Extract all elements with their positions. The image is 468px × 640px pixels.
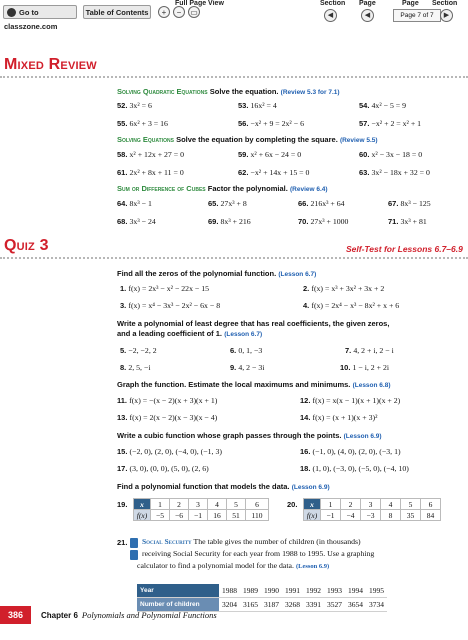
section-next-icon[interactable]: ▶ [440, 9, 453, 22]
exercise: 6. 0, 1, −3 [230, 346, 263, 355]
table-row [134, 499, 269, 510]
page-label-right: Page [402, 0, 419, 7]
lesson-ref: (Lesson 6.8) [352, 382, 391, 389]
table-cell: 1995 [366, 584, 387, 598]
globe-icon [7, 8, 16, 17]
exercise: 5. −2, −2, 2 [120, 346, 157, 355]
calculator-icon [130, 550, 138, 560]
table-cell: 2 [170, 499, 189, 510]
table-cell: 8 [381, 510, 401, 521]
instruction-row [117, 269, 316, 278]
exercise: 67. 8x³ − 125 [388, 199, 431, 208]
exercise: 64. 8x³ − 1 [117, 199, 152, 208]
exercise: 68. 3x³ − 24 [117, 217, 156, 226]
mixed-review-title: Mixed Review [4, 56, 97, 73]
instruction-row [117, 319, 389, 328]
instruction: Solve the equation by completing the square. [176, 135, 338, 144]
table-row [304, 510, 441, 521]
table-cell: 1993 [324, 584, 345, 598]
exercise: 4. f(x) = 2x⁴ − x³ − 8x² + x + 6 [303, 301, 400, 310]
table-cell: 5 [227, 499, 246, 510]
exercise: 1. f(x) = 2x³ − x² − 22x − 15 [120, 284, 210, 293]
table-cell: 3391 [303, 598, 324, 612]
instruction-row [117, 380, 391, 389]
function-table-20 [303, 498, 441, 521]
exercise: 17. (3, 0), (0, 0), (5, 0), (2, 6) [117, 464, 209, 473]
topic-label: Social Security [142, 537, 192, 546]
lesson-ref: (Lesson 6.9) [343, 433, 382, 440]
review-ref: (Review 6.4) [289, 186, 328, 193]
exercise: 9. 4, 2 − 3i [230, 363, 265, 372]
calculator-icon [130, 538, 138, 548]
zoom-in-icon[interactable]: + [158, 6, 170, 18]
exercise: 56. −x² + 9 = 2x² − 6 [238, 119, 304, 128]
exercise: 2. f(x) = x³ + 3x² + 3x + 2 [303, 284, 385, 293]
table-header-cell: Number of children [137, 598, 219, 612]
exercise: 14. f(x) = (x + 1)(x + 3)² [300, 413, 378, 422]
table-cell: 3527 [324, 598, 345, 612]
table-cell: 4 [208, 499, 227, 510]
subhead-equations: Solving Equations [117, 135, 174, 144]
exercise: 53. 16x² = 4 [238, 101, 277, 110]
table-cell: 3268 [282, 598, 303, 612]
exercise: 16. (−1, 0), (4, 0), (2, 0), (−3, 1) [300, 447, 401, 456]
table-cell: 1994 [345, 584, 366, 598]
lesson-ref: (Lesson 6.9) [291, 484, 330, 491]
review-ref: (Review 5.3 for 7.1) [280, 89, 340, 96]
exercise-number: 20. [287, 500, 298, 509]
table-row [137, 584, 387, 598]
exercise: 60. x² − 3x − 18 = 0 [359, 150, 423, 159]
table-cell: 1989 [240, 584, 261, 598]
page-label: Page [359, 0, 376, 7]
table-cell: 4 [381, 499, 401, 510]
table-cell: 6 [421, 499, 441, 510]
table-cell: 3734 [366, 598, 387, 612]
exercise: 13. f(x) = 2(x − 2)(x − 3)(x − 4) [117, 413, 218, 422]
divider [0, 76, 468, 78]
question-line: The table gives the number of children (in thousands) [193, 537, 361, 546]
toolbar [0, 0, 468, 31]
chapter-title: Polynomials and Polynomial Functions [81, 610, 217, 620]
instruction: Factor the polynomial. [207, 184, 288, 193]
table-cell: 2 [341, 499, 361, 510]
instruction: Find a polynomial function that models the data. [117, 482, 290, 491]
chapter-label: Chapter 6 [41, 611, 78, 620]
exercise: 11. f(x) = −(x − 2)(x + 3)(x + 1) [117, 396, 218, 405]
quiz-title: Quiz 3 [4, 237, 49, 254]
table-cell: 1988 [219, 584, 240, 598]
table-row [304, 499, 441, 510]
exercise: 55. 6x² + 3 = 16 [117, 119, 168, 128]
table-cell: 16 [208, 510, 227, 521]
table-cell: 110 [246, 510, 269, 521]
subhead-cubes: Sum or Difference of Cubes [117, 184, 206, 193]
table-header-cell: f(x) [304, 510, 321, 521]
table-cell: 3187 [261, 598, 282, 612]
instruction: Graph the function. Estimate the local maximums and minimums. [117, 380, 351, 389]
fit-page-icon[interactable]: ▭ [188, 6, 200, 18]
instruction: Find all the zeros of the polynomial function. [117, 269, 277, 278]
table-of-contents-label: Table of Contents [85, 8, 149, 17]
zoom-out-icon[interactable]: − [173, 6, 185, 18]
lesson-ref: (Lesson 6.7) [224, 331, 263, 338]
exercise: 69. 8x³ + 216 [208, 217, 251, 226]
goto-classzone-label: Go to classzone.com [4, 8, 58, 31]
exercise: 54. 4x² − 5 = 9 [359, 101, 407, 110]
subhead-row-2 [117, 135, 378, 144]
table-header-cell: f(x) [134, 510, 151, 521]
table-cell: 3204 [219, 598, 240, 612]
table-header-cell: x [134, 499, 151, 510]
instruction-row [117, 431, 382, 440]
exercise: 18. (1, 0), (−3, 0), (−5, 0), (−4, 10) [300, 464, 409, 473]
social-security-table [137, 584, 387, 612]
table-cell: 1990 [261, 584, 282, 598]
table-cell: 1992 [303, 584, 324, 598]
exercise-number: 21. [117, 538, 128, 547]
table-cell: −1 [189, 510, 208, 521]
self-test-subtitle: Self-Test for Lessons 6.7–6.9 [346, 244, 463, 254]
instruction-row [117, 482, 330, 491]
question-text [142, 537, 361, 546]
instruction: Write a cubic function whose graph passes through the points. [117, 431, 342, 440]
chapter-footer [41, 610, 217, 620]
exercise: 58. x² + 12x + 27 = 0 [117, 150, 185, 159]
exercise-number: 19. [117, 500, 128, 509]
table-cell: −6 [170, 510, 189, 521]
table-cell: 1 [321, 499, 341, 510]
table-of-contents-button[interactable] [83, 5, 151, 19]
lesson-ref: (Lesson 6.7) [278, 271, 317, 278]
section-label: Section [320, 0, 346, 7]
table-cell: 5 [401, 499, 421, 510]
review-ref: (Review 5.5) [339, 137, 378, 144]
exercise: 59. x² + 6x − 24 = 0 [238, 150, 302, 159]
exercise: 12. f(x) = x(x − 1)(x + 1)(x + 2) [300, 396, 401, 405]
exercise: 70. 27x³ + 1000 [298, 217, 349, 226]
exercise: 57. −x² + 2 = x² + 1 [359, 119, 422, 128]
exercise: 63. 3x² − 18x + 32 = 0 [359, 168, 430, 177]
table-cell: −5 [151, 510, 170, 521]
instruction: and a leading coefficient of 1. [117, 329, 223, 338]
subhead-row-1 [117, 87, 340, 96]
table-row [134, 510, 269, 521]
instruction: Solve the equation. [209, 87, 279, 96]
goto-classzone-button[interactable] [3, 5, 77, 31]
exercise: 15. (−2, 0), (2, 0), (−4, 0), (−1, 3) [117, 447, 222, 456]
table-cell: 1 [151, 499, 170, 510]
table-cell: 3654 [345, 598, 366, 612]
question-line: receiving Social Security for each year from 1988 to 1995. Use a graphing [142, 549, 375, 558]
table-header-cell: x [304, 499, 321, 510]
exercise: 10. 1 − i, 2 + 2i [340, 363, 390, 372]
page-indicator: Page 7 of 7 [393, 9, 441, 22]
table-cell: −3 [361, 510, 381, 521]
page-prev-icon[interactable]: ◀ [361, 9, 374, 22]
table-cell: 3165 [240, 598, 261, 612]
function-table-19 [133, 498, 269, 521]
exercise: 66. 216x³ + 64 [298, 199, 345, 208]
exercise: 61. 2x² + 8x + 11 = 0 [117, 168, 184, 177]
exercise: 7. 4, 2 + i, 2 − i [345, 346, 394, 355]
table-cell: −4 [341, 510, 361, 521]
table-header-cell: Year [137, 584, 219, 598]
exercise: 8. 2, 5, −i [120, 363, 151, 372]
page-number: 386 [0, 606, 31, 624]
table-cell: −1 [321, 510, 341, 521]
exercise: 65. 27x³ + 8 [208, 199, 247, 208]
exercise: 71. 3x³ + 81 [388, 217, 427, 226]
exercise: 3. f(x) = x⁴ − 3x³ − 2x² − 6x − 8 [120, 301, 221, 310]
question-text [142, 549, 374, 558]
full-page-view-label: Full Page View [175, 0, 224, 7]
question-text [137, 561, 329, 570]
section-label-right: Section [432, 0, 458, 7]
table-cell: 1991 [282, 584, 303, 598]
instruction-row [117, 329, 262, 338]
table-cell: 35 [401, 510, 421, 521]
subhead-quadratic: Solving Quadratic Equations [117, 87, 208, 96]
table-cell: 51 [227, 510, 246, 521]
table-cell: 3 [189, 499, 208, 510]
table-cell: 84 [421, 510, 441, 521]
table-cell: 3 [361, 499, 381, 510]
subhead-row-3 [117, 184, 328, 193]
exercise: 62. −x² + 14x + 15 = 0 [238, 168, 310, 177]
divider [0, 257, 468, 259]
table-cell: 6 [246, 499, 269, 510]
exercise: 52. 3x² = 6 [117, 101, 152, 110]
lesson-ref: (Lesson 6.9) [295, 563, 330, 570]
section-prev-icon[interactable]: ◀ [324, 9, 337, 22]
instruction: Write a polynomial of least degree that has real coefficients, the given zeros, [117, 319, 390, 328]
question-line: calculator to find a polynomial model for the data. [137, 561, 294, 570]
